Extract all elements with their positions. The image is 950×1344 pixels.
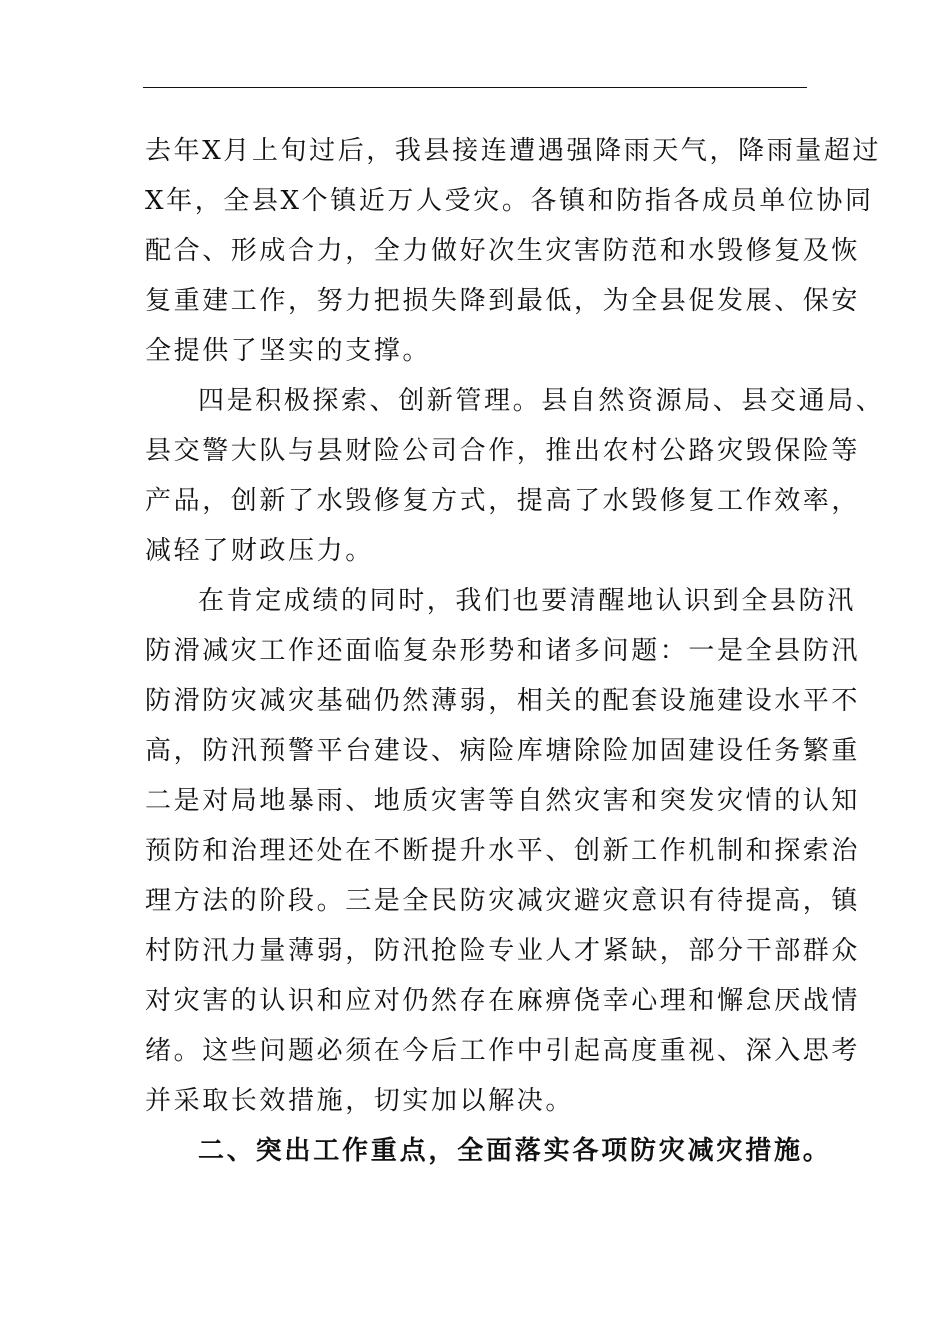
text-line: 对灾害的认识和应对仍然存在麻痹侥幸心理和懈怠厌战情 <box>145 986 861 1016</box>
paragraph-start-line: 四是积极探索、创新管理。县自然资源局、县交通局、 <box>198 386 885 416</box>
text-line: 绪。这些问题必须在今后工作中引起高度重视、深入思考 <box>145 1036 861 1066</box>
text-line: 复重建工作，努力把损失降到最低，为全县促发展、保安 <box>145 286 861 316</box>
document-body <box>145 126 885 1176</box>
text-line: X年，全县X个镇近万人受灾。各镇和防指各成员单位协同 <box>145 186 874 216</box>
text-line: 减轻了财政压力。 <box>145 536 374 566</box>
text-line: 产品，创新了水毁修复方式，提高了水毁修复工作效率， <box>145 486 861 516</box>
text-line: 理方法的阶段。三是全民防灾减灾避灾意识有待提高，镇 <box>145 886 861 916</box>
text-line: 防滑减灾工作还面临复杂形势和诸多问题：一是全县防汛 <box>145 636 861 666</box>
paragraph-start-line: 在肯定成绩的同时，我们也要清醒地认识到全县防汛 <box>198 586 856 616</box>
header-rule <box>143 87 807 88</box>
text-line: 高，防汛预警平台建设、病险库塘除险加固建设任务繁重 <box>145 736 861 766</box>
text-line: 去年X月上旬过后，我县接连遭遇强降雨天气，降雨量超过 <box>145 136 882 166</box>
text-line: 全提供了坚实的支撑。 <box>145 336 432 366</box>
section-heading: 二、突出工作重点，全面落实各项防灾减灾措施。 <box>198 1136 832 1166</box>
text-line: 配合、形成合力，全力做好次生灾害防范和水毁修复及恢 <box>145 236 861 266</box>
text-line: 防滑防灾减灾基础仍然薄弱，相关的配套设施建设水平不 <box>145 686 861 716</box>
text-line: 村防汛力量薄弱，防汛抢险专业人才紧缺，部分干部群众 <box>145 936 861 966</box>
text-line: 县交警大队与县财险公司合作，推出农村公路灾毁保险等 <box>145 436 861 466</box>
text-line: 预防和治理还处在不断提升水平、创新工作机制和探索治 <box>145 836 861 866</box>
text-line: 并采取长效措施，切实加以解决。 <box>145 1086 575 1116</box>
text-line: 二是对局地暴雨、地质灾害等自然灾害和突发灾情的认知 <box>145 786 861 816</box>
